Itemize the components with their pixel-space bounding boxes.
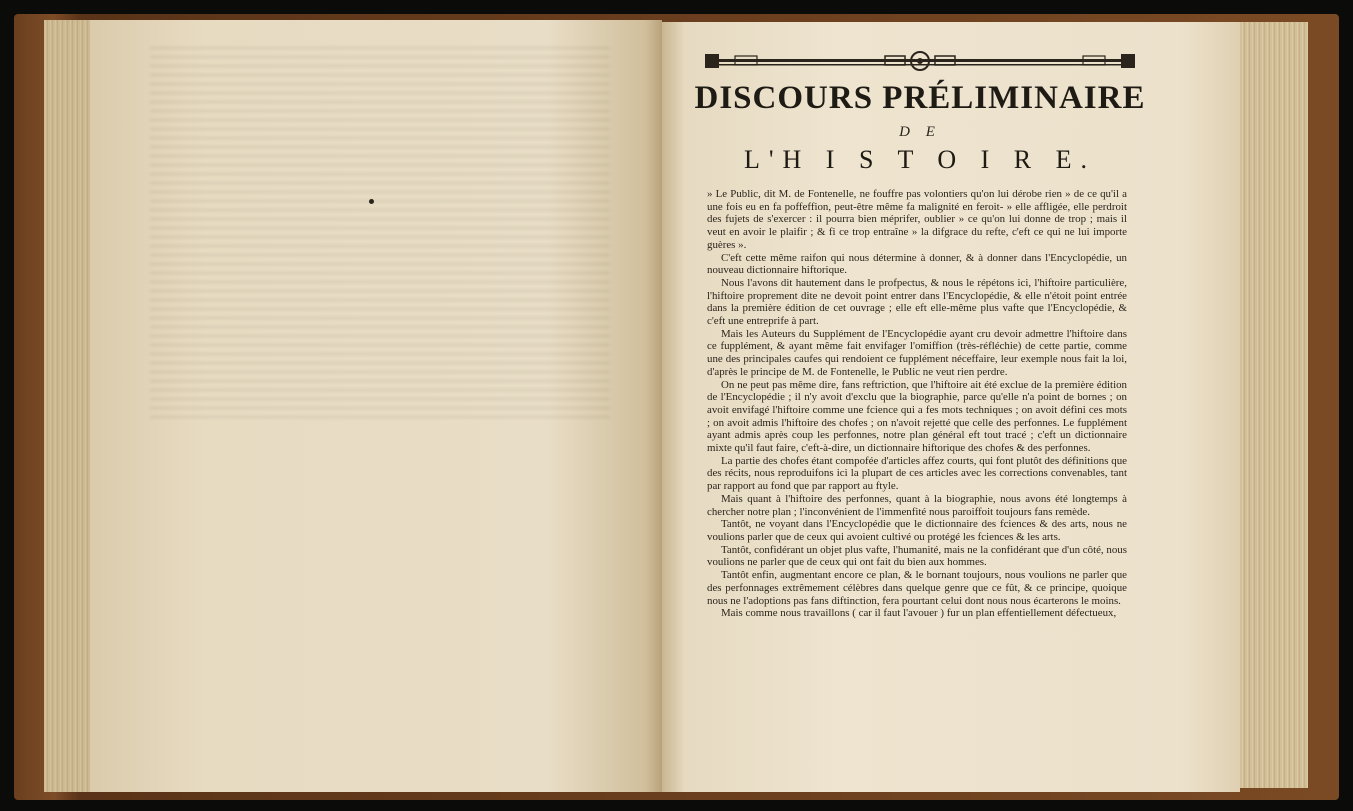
title-de: D E xyxy=(899,124,941,140)
right-page-edges xyxy=(1236,22,1308,788)
paragraph: Tantôt, ne voyant dans l'Encyclopédie que le dictionnaire des fciences & des arts, nous ne voulions parler que de ceux qui avoient cultivé ou protégé les fciences & les arts. xyxy=(707,518,1127,543)
paragraph: Tantôt, confidérant un objet plus vafte, l'humanité, mais ne la confidérant que d'un côté, nous voulions ne parler que de ceux qui ont fait du bien aux hommes. xyxy=(707,543,1127,569)
paragraph: Mais comme nous travaillons ( car il faut l'avouer ) fur un plan effentiellement défectueux, xyxy=(721,607,1117,620)
ornamental-header-rule xyxy=(705,50,1135,74)
paragraph: » Le Public, dit M. de Fontenelle, ne fouffre pas volontiers qu'on lui dérobe rien » de ce qu'il a une fois eu en fa poffeffion, peut-être même fa malignité en feroit- » elle affligée, elle perdroit des fujets de s'exercer : il pourra bien méprifer, oublier » ce qu'on lui donne de trop ; mais il veut en avoir le plaifir ; & fi ce trop entraîne » la difgrace du refte, c'eft ce qui ne lui importe guères ». xyxy=(707,188,1127,251)
paragraph: C'eft cette même raifon qui nous détermine à donner, & à donner dans l'Encyclopédie, un nouveau dictionnaire hiftorique. xyxy=(707,251,1127,277)
body-text xyxy=(707,188,1127,620)
paragraph: Nous l'avons dit hautement dans le profpectus, & nous le répétons ici, l'hiftoire particulière, l'hiftoire proprement dite ne devoit point entrer dans l'Encyclopédie, & elle n'étoit point entrée dans la première édition de cet ouvrage ; elle eft elle-même plus vafte que l'Encyclopédie, & c'eft une entreprife à part. xyxy=(707,276,1127,328)
page-title: DISCOURS PRÉLIMINAIRE xyxy=(694,80,1146,116)
left-page-edges xyxy=(44,20,92,792)
paragraph: Mais les Auteurs du Supplément de l'Encyclopédie ayant cru devoir admettre l'hiftoire dans ce fupplément, & ayant même fait envifager l'omiffion (très-réfléchie) de cette partie, comme une des principales caufes qui rendoient ce fupplément néceffaire, leur exemple nous fait la loi, d'après le principe de M. de Fontenelle, le Public ne veut rien perdre. xyxy=(707,327,1127,378)
ink-dot xyxy=(369,199,374,204)
paragraph: Mais quant à l'hiftoire des perfonnes, quant à la biographie, nous avons été longtemps à chercher notre plan ; l'inconvénient de l'immenfité nous paroiffoit toujours fans remède. xyxy=(707,492,1127,518)
left-page-bleed-through xyxy=(150,40,610,420)
paragraph: On ne peut pas même dire, fans reftriction, que l'hiftoire ait été exclue de la première édition de l'Encyclopédie ; il n'y avoit d'exclu que la biographie, parce qu'elle n'a point de bornes ; on avoit envifagé l'hiftoire comme une fcience qui a fes mots techniques ; on avoit défini ces mots ; on avoit admis l'hiftoire des chofes ; on n'avoit rejetté que celle des perfonnes. Le fupplément ayant admis après coup les perfonnes, notre plan général eft tout tracé ; c'eft un dictionnaire mixte qu'il faut faire, c'eft-à-dire, un dictionnaire hiftorique des chofes & des perfonnes. xyxy=(707,378,1127,455)
paragraph: Tantôt enfin, augmentant encore ce plan, & le bornant toujours, nous voulions ne parler que des perfonnages extrêmement célèbres dans quelque genre que ce fût, & ce principe, quoique nous ne l'adoptions pas fans diftinction, fera pourtant celui dont nous nous écarterons le moins. xyxy=(707,569,1127,607)
paragraph: La partie des chofes étant compofée d'articles affez courts, qui font plutôt des définitions que des récits, nous reproduifons ici la plupart de ces articles avec les corrections convenables, tant par rapport au fond que par rapport au ftyle. xyxy=(707,454,1127,493)
title-topic: L'H I S T O I R E. xyxy=(743,145,1097,174)
